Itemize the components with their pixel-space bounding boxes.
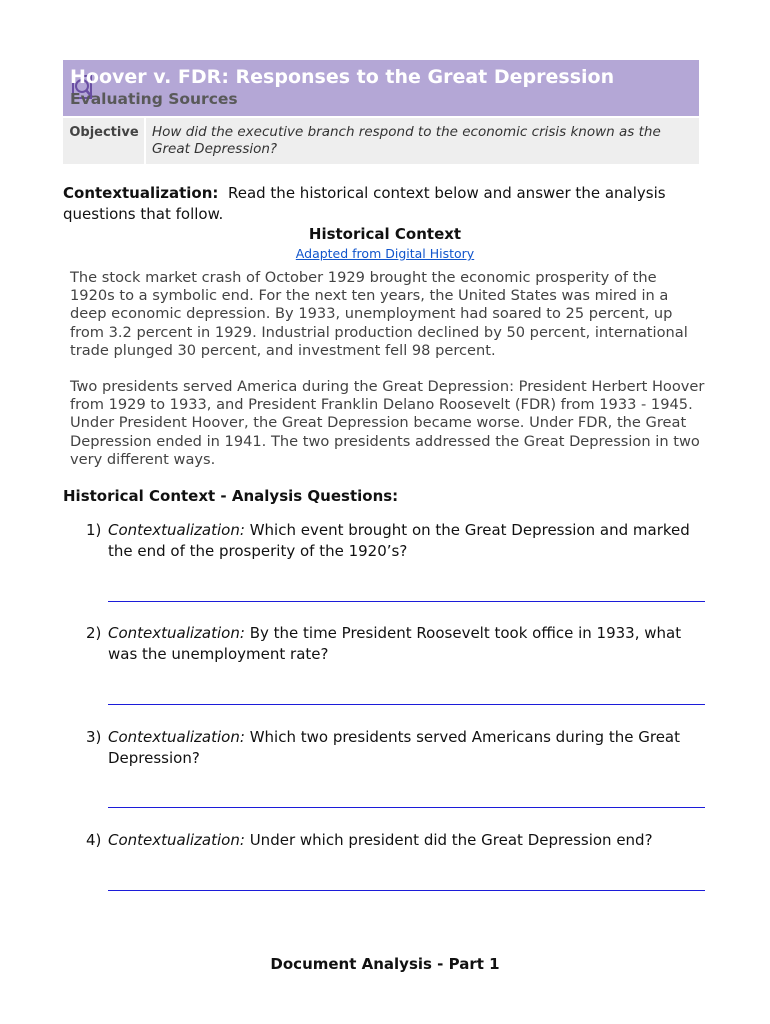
historical-context-heading: Historical Context (308, 225, 462, 243)
answer-line-1[interactable] (108, 601, 705, 602)
context-paragraph-2: Two presidents served America during the Great Depression: President Herbert Hoover from 1929 to 1933, and President Franklin Delano Roosevelt (FDR) from 1933 - 1945. Under President Hoover, the Great Depression became worse. Under FDR, the Great Depression ended in 1941. The two presidents addressed the Great Depression in two very different ways. (70, 378, 705, 468)
answer-line-4[interactable] (108, 890, 705, 891)
footer-title: Document Analysis - Part 1 (270, 955, 500, 973)
answer-line-3[interactable] (108, 807, 705, 808)
answer-line-2[interactable] (108, 704, 705, 705)
question-number: 2) (86, 624, 102, 642)
question-text: Which event brought on the Great Depression and marked the end of the prosperity of the 1920’s? (108, 521, 690, 560)
question-label: Contextualization: (108, 521, 245, 539)
objective-divider (144, 118, 146, 164)
question-label: Contextualization: (108, 728, 245, 746)
question-text: Under which president did the Great Depression end? (249, 831, 653, 849)
objective-text: How did the executive branch respond to the economic crisis known as the Great Depression? (152, 124, 661, 157)
contextualization-intro (63, 183, 703, 225)
objective-label: Objective (69, 125, 139, 140)
question-body (108, 727, 706, 769)
context-paragraph-1: The stock market crash of October 1929 brought the economic prosperity of the 1920s to a symbolic end. For the next ten years, the United States was mired in a deep economic depression. By 1933, unemployment had soared to 25 percent, up from 3.2 percent in 1929. Industrial production declined by 50 percent, international trade plunged 30 percent, and investment fell 98 percent. (70, 269, 688, 359)
question-body (108, 520, 706, 562)
question-label: Contextualization: (108, 831, 245, 849)
page-title: Hoover v. FDR: Responses to the Great Depression (70, 66, 615, 88)
question-number: 1) (86, 521, 102, 539)
contextualization-text: Read the historical context below and answer the analysis questions that follow. (63, 184, 666, 223)
analysis-questions-heading: Historical Context - Analysis Questions: (63, 487, 399, 505)
question-body (108, 830, 706, 851)
page-subtitle: Evaluating Sources (70, 90, 238, 108)
question-text: By the time President Roosevelt took office in 1933, what was the unemployment rate? (108, 624, 682, 663)
question-text: Which two presidents served Americans during the Great Depression? (108, 728, 680, 767)
question-number: 3) (86, 728, 102, 746)
question-body (108, 623, 706, 665)
source-link[interactable]: Adapted from Digital History (295, 246, 475, 261)
question-label: Contextualization: (108, 624, 245, 642)
contextualization-label: Contextualization: (63, 184, 219, 202)
question-number: 4) (86, 831, 102, 849)
